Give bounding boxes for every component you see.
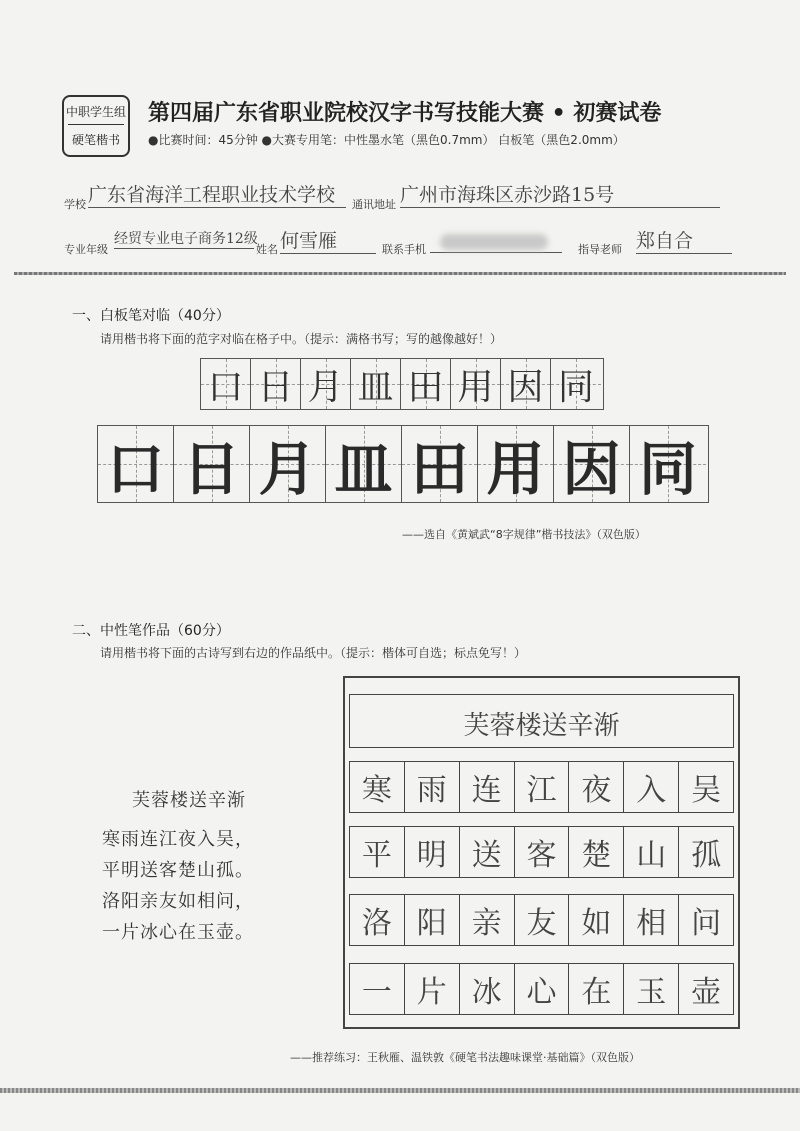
badge-group-label: 中职学生组 <box>65 105 126 119</box>
work-row <box>349 894 734 946</box>
work-char-cell: 洛 <box>350 895 405 945</box>
badge-divider <box>68 124 124 125</box>
work-char-cell: 壶 <box>691 975 722 1010</box>
work-char-cell: 连 <box>460 762 515 812</box>
work-char-cell: 明 <box>405 827 460 877</box>
page-title: 第四届广东省职业院校汉字书写技能大赛 • 初赛试卷 <box>148 101 662 126</box>
name-field: 何雪雁 <box>280 226 376 254</box>
work-char-cell: 江 <box>515 762 570 812</box>
model-char-cell: 同 <box>551 359 601 409</box>
model-char-grid <box>200 358 604 410</box>
work-char-cell: 吴 <box>691 773 722 808</box>
model-char-cell: 田 <box>401 359 451 409</box>
work-char-cell: 心 <box>515 964 570 1014</box>
work-char-cell: 问 <box>691 906 722 941</box>
address-label: 通讯地址 <box>352 198 396 211</box>
copy-char-cell: 田 <box>402 426 478 502</box>
bottom-border <box>0 1088 800 1093</box>
section2-note: 请用楷书将下面的古诗写到右边的作品纸中。（提示：楷体可自选；标点免写！） <box>100 646 527 660</box>
model-char-cell: 皿 <box>351 359 401 409</box>
teacher-field: 郑自合 <box>636 226 732 254</box>
section1-title: 一、白板笔对临（40分） <box>72 308 230 324</box>
work-row <box>349 761 734 813</box>
major-field: 经贸专业电子商务12级 <box>114 228 254 249</box>
section2-title: 二、中性笔作品（60分） <box>72 623 230 639</box>
phone-redaction <box>440 234 548 250</box>
school-label: 学校 <box>64 198 86 211</box>
section1-credit: ——选自《黄斌武“8字规律”楷书技法》（双色版） <box>402 528 646 541</box>
address-field: 广州市海珠区赤沙路15号 <box>400 180 720 208</box>
model-char-cell: 月 <box>301 359 351 409</box>
copy-char-cell: 皿 <box>326 426 402 502</box>
work-char-cell: 夜 <box>569 762 624 812</box>
work-title-box <box>349 694 734 748</box>
work-char-cell: 平 <box>350 827 405 877</box>
work-char-cell: 孤 <box>691 838 722 873</box>
copy-char-cell: 用 <box>478 426 554 502</box>
work-char-cell: 一 <box>350 964 405 1014</box>
model-char-cell: 用 <box>451 359 501 409</box>
copy-char-cell: 同 <box>630 426 706 502</box>
work-char-cell: 寒 <box>350 762 405 812</box>
work-char-cell: 山 <box>624 827 679 877</box>
teacher-label: 指导老师 <box>578 243 622 256</box>
work-char-cell: 在 <box>569 964 624 1014</box>
major-label: 专业年级 <box>64 243 108 256</box>
poem-line: 寒雨连江夜入吴， <box>102 829 254 850</box>
school-field: 广东省海洋工程职业技术学校 <box>88 180 346 208</box>
model-char-cell: 因 <box>501 359 551 409</box>
poem-title: 芙蓉楼送辛渐 <box>132 790 246 811</box>
work-char-cell: 阳 <box>405 895 460 945</box>
badge-style-label: 硬笔楷书 <box>71 133 120 147</box>
copy-char-cell: 月 <box>250 426 326 502</box>
phone-field <box>430 232 562 253</box>
header-divider <box>14 272 786 275</box>
poem-line: 洛阳亲友如相问， <box>102 891 254 912</box>
work-char-cell: 入 <box>624 762 679 812</box>
category-badge <box>62 95 130 157</box>
work-char-cell: 如 <box>569 895 624 945</box>
work-char-cell: 送 <box>460 827 515 877</box>
model-char-cell: 日 <box>251 359 301 409</box>
copy-char-cell: 因 <box>554 426 630 502</box>
work-char-cell: 相 <box>624 895 679 945</box>
model-char-cell: 口 <box>201 359 251 409</box>
name-label: 姓名 <box>256 243 278 256</box>
work-char-cell: 雨 <box>405 762 460 812</box>
work-row <box>349 963 734 1015</box>
work-char-cell: 亲 <box>460 895 515 945</box>
work-char-cell: 客 <box>515 827 570 877</box>
work-char-cell: 冰 <box>460 964 515 1014</box>
copy-char-cell: 口 <box>98 426 174 502</box>
work-char-cell: 楚 <box>569 827 624 877</box>
poem-line: 一片冰心在玉壶。 <box>102 922 254 943</box>
section1-note: 请用楷书将下面的范字对临在格子中。（提示：满格书写；写的越像越好！） <box>100 332 503 346</box>
work-title: 芙蓉楼送辛渐 <box>463 711 620 741</box>
section2-credit: ——推荐练习：王秋雁、温铁敦《硬笔书法趣味课堂·基础篇》（双色版） <box>290 1051 640 1064</box>
work-char-cell: 友 <box>515 895 570 945</box>
phone-label: 联系手机 <box>382 243 426 256</box>
copy-char-grid <box>97 425 709 503</box>
work-row <box>349 826 734 878</box>
work-char-cell: 片 <box>405 964 460 1014</box>
copy-char-cell: 日 <box>174 426 250 502</box>
page-subtitle: ●比赛时间：45分钟 ●大赛专用笔：中性墨水笔（黑色0.7mm） 白板笔（黑色2.0mm） <box>148 133 625 147</box>
poem-line: 平明送客楚山孤。 <box>102 860 254 881</box>
work-char-cell: 玉 <box>624 964 679 1014</box>
